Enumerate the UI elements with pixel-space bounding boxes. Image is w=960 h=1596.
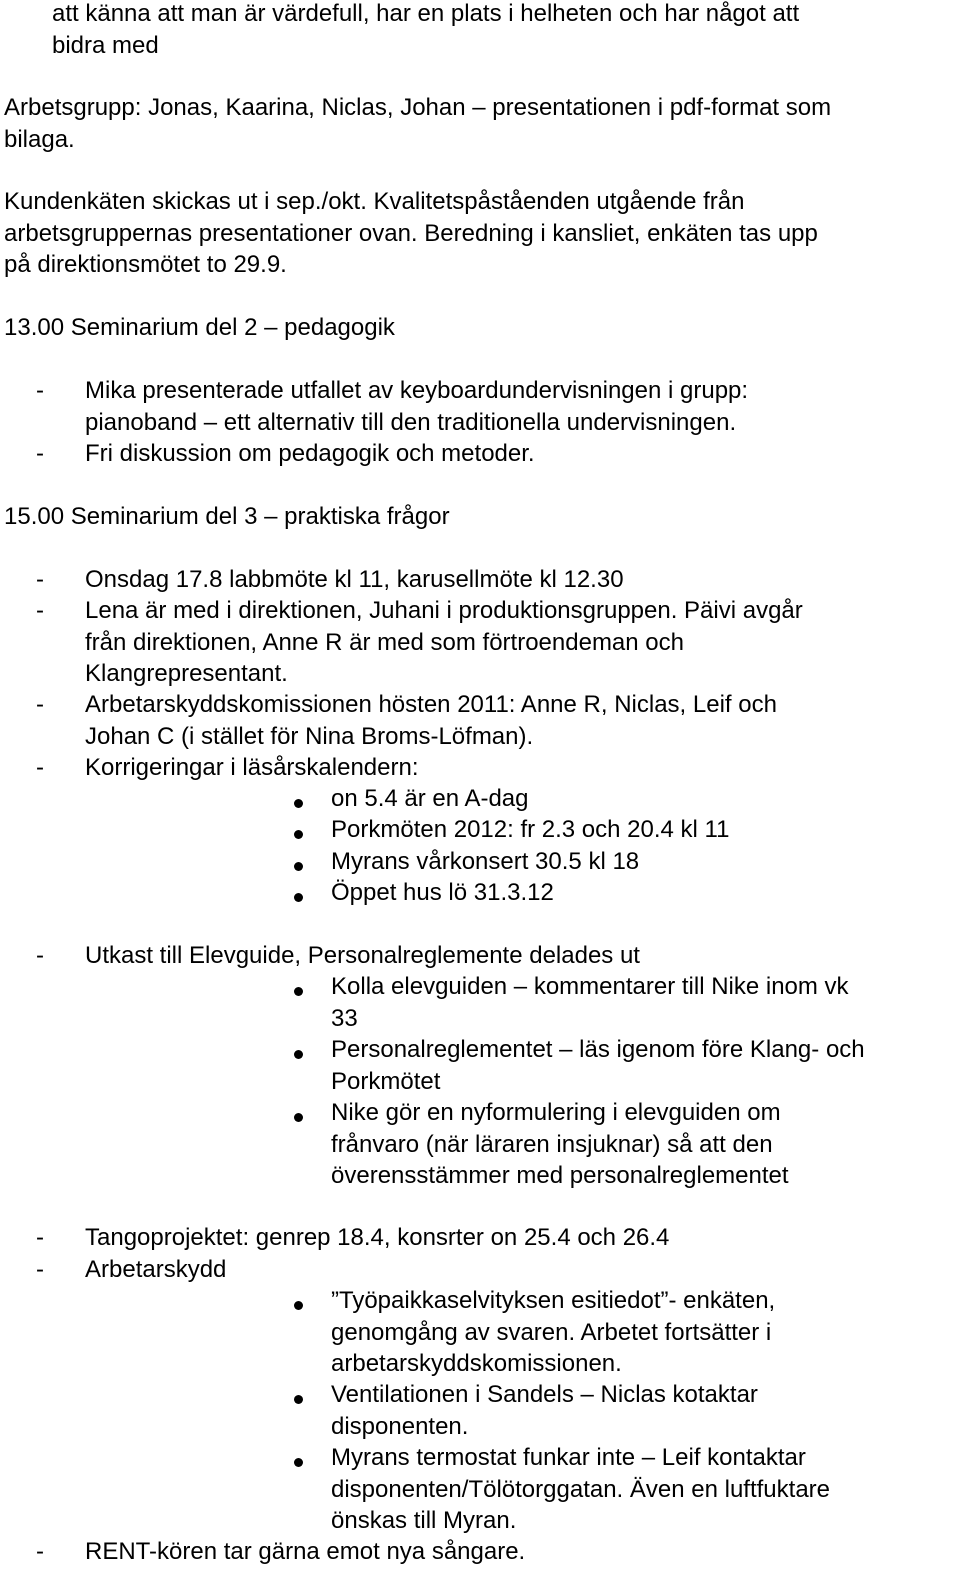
bullet-line: Myrans termostat funkar inte – Leif kontaktar <box>331 1444 806 1471</box>
item-line: Johan C (i stället för Nina Broms-Löfman). <box>85 722 534 750</box>
item-line: pianoband – ett alternativ till den traditionella undervisningen. <box>85 408 737 436</box>
bullet-item <box>331 1285 775 1380</box>
item-line: Onsdag 17.8 labbmöte kl 11, karusellmöte kl 12.30 <box>85 566 624 593</box>
bullet-item <box>331 1442 830 1537</box>
bullet-item: Öppet hus lö 31.3.12 <box>331 879 554 906</box>
item-line: Utkast till Elevguide, Personalreglemente delades ut <box>85 942 640 969</box>
bullet-line: arbetarskyddskomissionen. <box>331 1350 622 1377</box>
item-line: Fri diskussion om pedagogik och metoder. <box>85 440 535 467</box>
bullet-item: Porkmöten 2012: fr 2.3 och 20.4 kl 11 <box>331 816 730 843</box>
bullet-icon <box>294 830 303 839</box>
item-line: RENT-kören tar gärna emot nya sångare. <box>85 1538 526 1565</box>
seminar3-heading: 15.00 Seminarium del 3 – praktiska frågor <box>4 503 450 530</box>
dash-marker: - <box>36 377 44 404</box>
bullet-line: önskas till Myran. <box>331 1507 517 1534</box>
bullet-item <box>331 971 849 1034</box>
bullet-item: on 5.4 är en A-dag <box>331 785 529 812</box>
bullet-line: disponenten. <box>331 1412 469 1440</box>
item-line: Klangrepresentant. <box>85 660 288 687</box>
arbetsgrupp-line: Arbetsgrupp: Jonas, Kaarina, Niclas, Johan – presentationen i pdf-format som <box>4 94 832 121</box>
item-line: Arbetarskyddskomissionen hösten 2011: Anne R, Niclas, Leif och <box>85 691 777 718</box>
bullet-icon <box>294 987 303 996</box>
bullet-icon <box>294 1301 303 1310</box>
bullet-line: ”Työpaikkaselvityksen esitiedot”- enkäten, <box>331 1287 776 1314</box>
bullet-line: Porkmötet <box>331 1067 441 1095</box>
item-line: Lena är med i direktionen, Juhani i produktionsgruppen. Päivi avgår <box>85 597 803 624</box>
item-line: Mika presenterade utfallet av keyboardundervisningen i grupp: <box>85 377 749 404</box>
seminar2-heading: 13.00 Seminarium del 2 – pedagogik <box>4 314 395 341</box>
bullet-item <box>331 1034 865 1097</box>
arbetsgrupp-line: bilaga. <box>4 125 75 153</box>
intro-line: att känna att man är värdefull, har en plats i helheten och har något att <box>52 0 800 27</box>
bullet-item <box>331 1379 758 1442</box>
bullet-icon <box>294 799 303 808</box>
dash-marker: - <box>36 597 44 624</box>
item-line: Tangoprojektet: genrep 18.4, konsrter on 25.4 och 26.4 <box>85 1224 670 1251</box>
dash-marker: - <box>36 1224 44 1251</box>
bullet-line: överensstämmer med personalreglementet <box>331 1162 789 1189</box>
bullet-item: Myrans vårkonsert 30.5 kl 18 <box>331 848 640 875</box>
arbetsgrupp-paragraph <box>4 92 954 155</box>
kundenkat-line: arbetsgruppernas presentationer ovan. Beredning i kansliet, enkäten tas upp <box>4 219 818 247</box>
kundenkat-line: Kundenkäten skickas ut i sep./okt. Kvalitetspåståenden utgående från <box>4 188 745 215</box>
bullet-icon <box>294 1458 303 1467</box>
kundenkat-line: på direktionsmötet to 29.9. <box>4 251 287 278</box>
bullet-line: Nike gör en nyformulering i elevguiden om <box>331 1099 781 1126</box>
bullet-line: Ventilationen i Sandels – Niclas kotaktar <box>331 1381 758 1408</box>
kundenkat-paragraph <box>4 186 954 281</box>
dash-marker: - <box>36 1538 44 1565</box>
dash-marker: - <box>36 566 44 593</box>
bullet-line: Kolla elevguiden – kommentarer till Nike inom vk <box>331 973 849 1000</box>
bullet-icon <box>294 862 303 871</box>
bullet-icon <box>294 1050 303 1059</box>
dash-marker: - <box>36 754 44 781</box>
intro-paragraph <box>52 0 960 61</box>
bullet-line: genomgång av svaren. Arbetet fortsätter i <box>331 1318 772 1346</box>
bullet-icon <box>294 1395 303 1404</box>
bullet-item <box>331 1097 789 1192</box>
bullet-line: 33 <box>331 1004 358 1032</box>
item-line: från direktionen, Anne R är med som förtroendeman och <box>85 628 684 656</box>
dash-marker: - <box>36 1256 44 1283</box>
bullet-icon <box>294 893 303 902</box>
bullet-icon <box>294 1113 303 1122</box>
bullet-line: disponenten/Tölötorggatan. Även en luftfuktare <box>331 1475 831 1503</box>
item-line: Korrigeringar i läsårskalendern: <box>85 754 419 781</box>
item-line: Arbetarskydd <box>85 1256 227 1283</box>
dash-marker: - <box>36 440 44 467</box>
intro-line: bidra med <box>52 31 159 59</box>
dash-marker: - <box>36 691 44 718</box>
bullet-line: frånvaro (när läraren insjuknar) så att den <box>331 1130 773 1158</box>
dash-marker: - <box>36 942 44 969</box>
bullet-line: Personalreglementet – läs igenom före Klang- och <box>331 1036 865 1063</box>
